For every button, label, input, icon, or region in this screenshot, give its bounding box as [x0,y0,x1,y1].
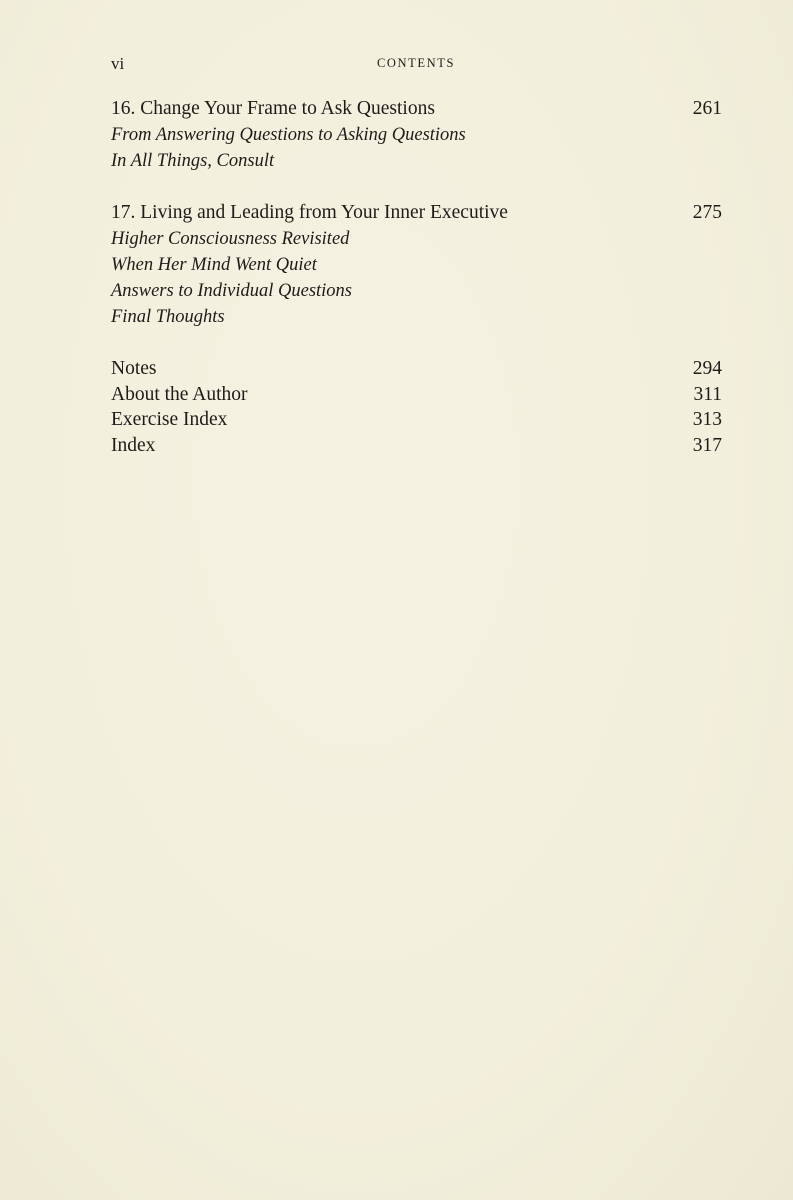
spacer [111,174,722,200]
back-matter-item-exercise-index [111,407,722,433]
toc-section: In All Things, Consult [111,151,275,171]
chapter-number: 16. [111,98,136,119]
spacer [111,330,722,356]
chapter-title-text: Living and Leading from Your Inner Executive [140,202,508,223]
toc-section: Higher Consciousness Revisited [111,229,350,249]
chapter-heading [111,96,722,122]
chapter-title-text: Change Your Frame to Ask Questions [140,98,435,119]
chapter-title [111,200,508,226]
back-matter-page-number: 313 [692,409,722,430]
back-matter-page-number: 294 [692,358,722,379]
page-folio: vi [111,54,125,73]
chapter-heading [111,200,722,226]
chapter-title [111,96,435,122]
running-title: CONTENTS [376,56,456,70]
back-matter-title: Notes [111,358,157,379]
back-matter-title: Exercise Index [111,409,228,430]
back-matter-page-number: 311 [693,383,722,405]
toc-back-matter [111,356,722,458]
toc-section: Answers to Individual Questions [111,281,353,301]
back-matter-page-number: 317 [692,434,722,456]
table-of-contents [111,96,722,458]
chapter-page-number: 261 [692,98,722,119]
back-matter-item-notes [111,356,722,382]
back-matter-title: About the Author [111,383,248,405]
back-matter-title: Index [111,434,156,456]
back-matter-item-index [111,433,722,459]
toc-section: From Answering Questions to Asking Questions [111,125,466,145]
toc-chapter-16 [111,96,722,174]
toc-section: When Her Mind Went Quiet [111,255,317,275]
running-head [111,54,721,74]
toc-chapter-17 [111,200,722,330]
chapter-page-number: 275 [692,202,722,223]
chapter-number: 17. [111,202,136,223]
back-matter-item-about-the-author [111,382,722,408]
toc-section: Final Thoughts [111,307,225,327]
